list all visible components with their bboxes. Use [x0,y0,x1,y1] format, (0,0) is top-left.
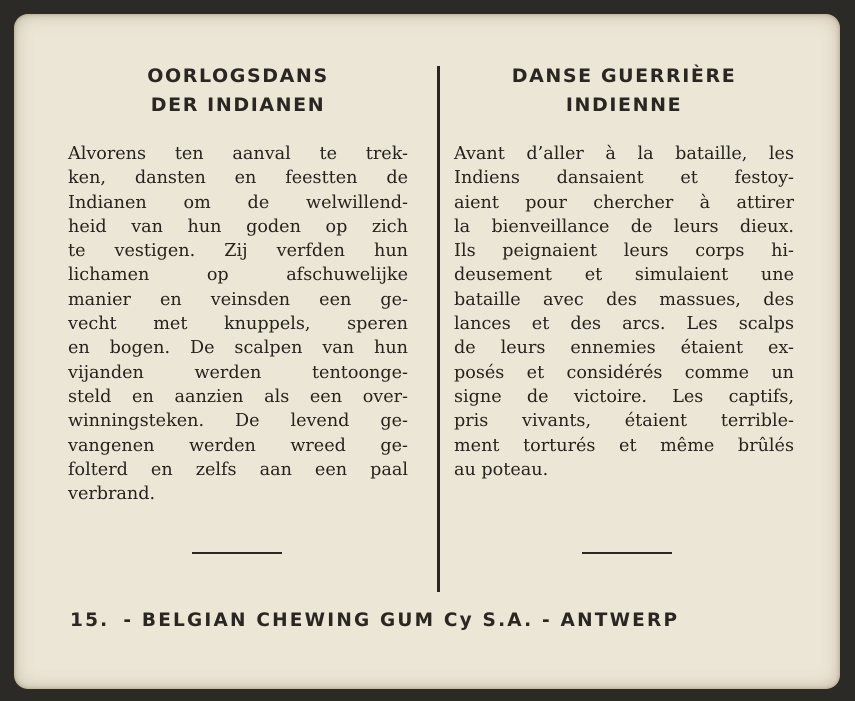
dutch-body-line: Alvorens ten aanval te trek- [68,144,408,164]
dutch-title [68,62,408,120]
dutch-body-line: vangenen werden wreed ge- [68,435,408,456]
dutch-body-line: verbrand. [68,484,156,505]
card-footer [70,610,810,631]
dutch-body-line: te vestigen. Zij verfden hun [68,241,408,262]
dutch-title-line: OORLOGSDANS [147,65,329,87]
trading-card [14,14,840,689]
dutch-body-line: heid van hun goden op zich [68,216,408,237]
dutch-title-line: DER INDIANEN [150,94,326,116]
french-body-text [454,142,794,482]
french-body-line: aient pour chercher à attirer [454,192,794,213]
dutch-body-line: winningsteken. De levend ge- [68,411,408,432]
french-body-line: posés et considérés comme un [454,362,794,383]
dutch-body-line: steld en aanzien als een over- [68,386,408,407]
french-body-line: pris vivants, étaient terrible- [454,411,794,432]
column-divider [437,66,440,592]
dutch-body-line: lichamen op afschuwelijke [68,265,408,286]
french-end-rule [582,552,672,554]
french-body-line: lances et des arcs. Les scalps [454,314,794,335]
dutch-body-line: ken, dansten en feestten de [68,168,408,189]
french-body-line: ment torturés et même brûlés [454,435,794,456]
french-title [454,62,794,120]
french-body-line: la bienveillance de leurs dieux. [454,216,794,237]
french-body-line: Ils peignaient leurs corps hi- [454,241,794,262]
dutch-end-rule [192,552,282,554]
french-body-line: bataille avec des massues, des [454,289,794,310]
french-body-line: au poteau. [454,459,549,480]
dutch-body-line: manier en veinsden een ge- [68,289,408,310]
french-column [454,62,794,482]
dutch-body-line: vecht met knuppels, speren [68,314,408,335]
french-body-line: deusement et simulaient une [454,265,794,286]
french-body-line: Indiens dansaient et festoy- [454,168,794,189]
french-body-line: signe de victoire. Les captifs, [454,386,794,407]
french-title-line: DANSE GUERRIÈRE [511,65,737,87]
french-body-line: de leurs ennemies étaient ex- [454,338,794,359]
dutch-body-line: folterd en zelfs aan een paal [68,459,408,480]
dutch-body-line: en bogen. De scalpen van hun [68,338,408,359]
dutch-column [68,62,408,506]
french-title-line: INDIENNE [565,94,683,116]
dutch-body-line: vijanden werden tentoonge- [68,362,408,383]
dutch-body-text [68,142,408,506]
card-number: 15. [70,610,110,631]
dutch-body-line: Indianen om de welwillend- [68,192,408,213]
publisher-line: - BELGIAN CHEWING GUM Cy S.A. - ANTWERP [123,610,680,631]
french-body-line: Avant d’aller à la bataille, les [454,144,794,164]
